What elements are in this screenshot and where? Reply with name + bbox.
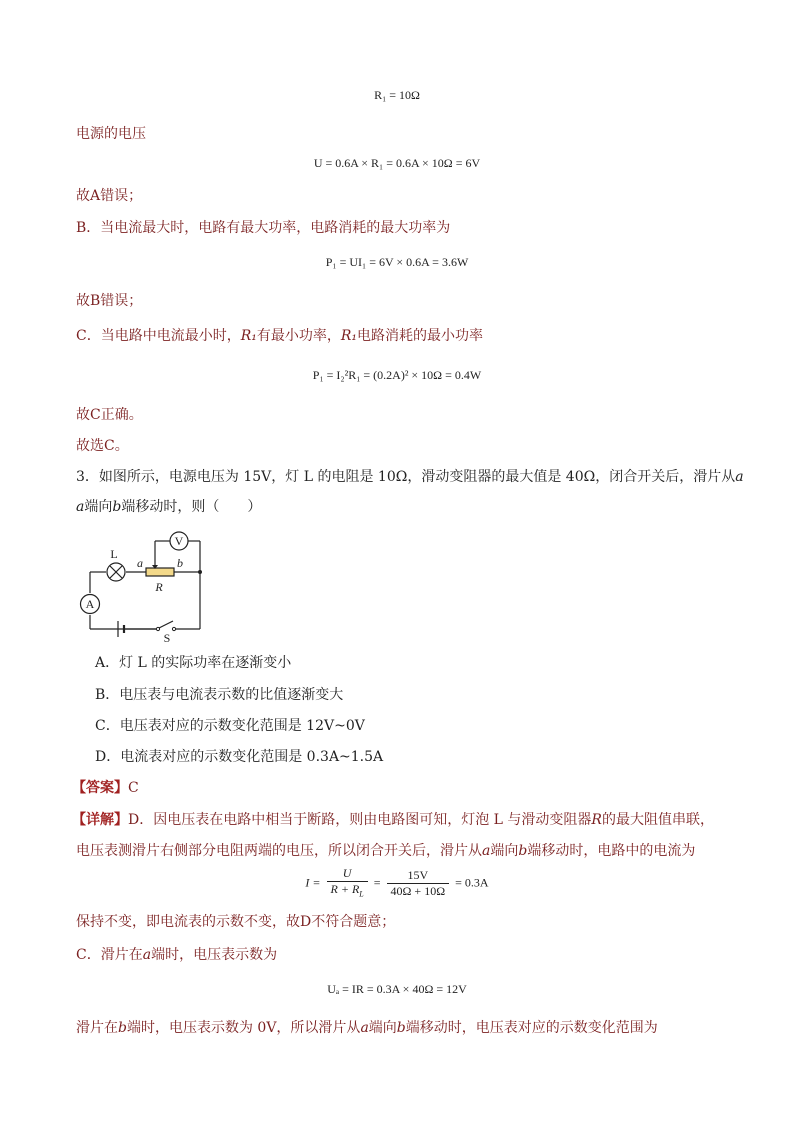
equation-r1: R₁ = 10Ω: [374, 88, 420, 102]
question-3-b: b: [112, 499, 122, 515]
circuit-diagram: [74, 525, 214, 645]
rheostat-icon: [146, 568, 174, 576]
equation-min-power: P₁ = I₂²R₁ = (0.2A)² × 10Ω = 0.4W: [312, 368, 482, 382]
label-l: L: [110, 547, 118, 561]
eq5-num2: 15V: [387, 868, 450, 884]
text-c-r1b: R₁: [340, 328, 358, 344]
eq5-lhs: I =: [305, 875, 321, 890]
label-a-end: a: [137, 556, 143, 570]
eq5-den2: 40Ω + 10Ω: [390, 884, 446, 899]
question-3-a: a: [735, 469, 744, 485]
answer-line: [72, 778, 139, 798]
eq5-fraction2: [387, 868, 450, 899]
equation-max-power: P₁ = UI₁ = 6V × 0.6A = 3.6W: [325, 255, 469, 269]
question-3-text2: 端向: [84, 499, 113, 515]
option-c: C．电压表对应的示数变化范围是 12V~0V: [95, 718, 365, 734]
eq5-den1-sub: L: [359, 889, 364, 899]
detail-line1-r: R: [591, 812, 602, 828]
option-a: A．灯 L 的实际功率在逐渐变小: [95, 655, 292, 671]
detail-line1-text: D．因电压表在电路中相当于断路，则由电路图可知，灯泡 L 与滑动变阻器: [128, 812, 592, 828]
detail-tag: 【详解】: [72, 812, 128, 828]
detail-line2-a: a: [482, 843, 491, 859]
text-c-r1: R₁: [240, 328, 257, 344]
text-c-part1: C．当电路中电流最小时，: [76, 328, 241, 344]
text-b-max-power: B．当电流最大时，电路有最大功率，电路消耗的最大功率为: [76, 220, 451, 236]
eq5-equals: =: [373, 875, 381, 890]
text-choose-c: 故选C。: [76, 438, 129, 454]
question-3-a2: a: [76, 499, 85, 515]
text-source-voltage: 电源的电压: [76, 126, 146, 142]
detail-line5-b2: b: [396, 1020, 406, 1036]
detail-line4-a: a: [142, 947, 152, 963]
eq5-den1-text: R + R: [330, 882, 360, 896]
text-c-part2: 有最小功率，: [256, 328, 341, 344]
text-b-wrong: 故B错误；: [76, 293, 143, 309]
label-v: V: [174, 534, 184, 548]
eq5-num1: U: [327, 866, 368, 882]
eq5-rhs: = 0.3A: [455, 875, 489, 890]
detail-line5-part3: 端向: [368, 1020, 397, 1036]
eq5-fraction1: [327, 866, 368, 901]
label-a-meter: A: [85, 597, 95, 611]
text-c-right: 故C正确。: [76, 407, 143, 423]
text-c-min-power: [76, 326, 483, 346]
ammeter-icon: [81, 595, 100, 614]
label-r: R: [155, 580, 163, 594]
detail-line5-part1: 滑片在: [76, 1020, 118, 1036]
detail-line4-part2: 端时，电压表示数为: [151, 947, 278, 963]
detail-line4-part1: C．滑片在: [76, 947, 143, 963]
switch-icon: [156, 621, 175, 631]
detail-line4: [76, 945, 277, 965]
option-b: B．电压表与电流表示数的比值逐渐变大: [95, 687, 344, 703]
detail-line5-a: a: [360, 1020, 369, 1036]
detail-line5-part2: 端时，电压表示数为 0V，所以滑片从: [126, 1020, 361, 1036]
question-3-line2: [76, 497, 261, 517]
eq5-den1: [327, 882, 368, 901]
text-a-wrong: 故A错误；: [76, 188, 143, 204]
detail-line2: [76, 841, 695, 861]
question-3-text3: 端移动时，则（ ）: [121, 499, 262, 515]
detail-line5: [76, 1018, 658, 1038]
detail-line1-end: 的最大阻值串联，: [601, 812, 714, 828]
junction-dot: [198, 570, 202, 574]
detail-line2-part2: 端向: [490, 843, 519, 859]
lamp-icon: [107, 563, 125, 581]
detail-line2-part3: 端移动时，电路中的电流为: [527, 843, 696, 859]
option-d: D．电流表对应的示数变化范围是 0.3A~1.5A: [95, 749, 384, 765]
question-3-text: 3．如图所示，电源电压为 15V，灯 L 的电阻是 10Ω，滑动变阻器的最大值是 40Ω，闭合开关后，滑片从: [76, 469, 736, 485]
answer-tag: 【答案】: [72, 780, 128, 796]
detail-line2-part1: 电压表测滑片右侧部分电阻两端的电压，所以闭合开关后，滑片从: [76, 843, 482, 859]
answer-value: C: [128, 780, 139, 796]
label-s: S: [163, 631, 171, 645]
question-3-line1: [76, 467, 744, 487]
battery-icon: [118, 621, 156, 637]
text-c-part3: 电路消耗的最小功率: [357, 328, 484, 344]
detail-line5-part4: 端移动时，电压表对应的示数变化范围为: [405, 1020, 658, 1036]
detail-line1: [72, 810, 714, 830]
voltmeter-icon: [170, 532, 188, 550]
equation-current: [0, 866, 794, 901]
detail-line3: 保持不变，即电流表的示数不变，故D不符合题意；: [76, 914, 396, 930]
equation-ua: Uₐ = IR = 0.3A × 40Ω = 12V: [327, 982, 467, 996]
detail-line5-b: b: [118, 1020, 127, 1036]
detail-line2-b: b: [518, 843, 528, 859]
label-b-end: b: [177, 556, 183, 570]
equation-voltage: U = 0.6A × R₁ = 0.6A × 10Ω = 6V: [313, 156, 481, 170]
